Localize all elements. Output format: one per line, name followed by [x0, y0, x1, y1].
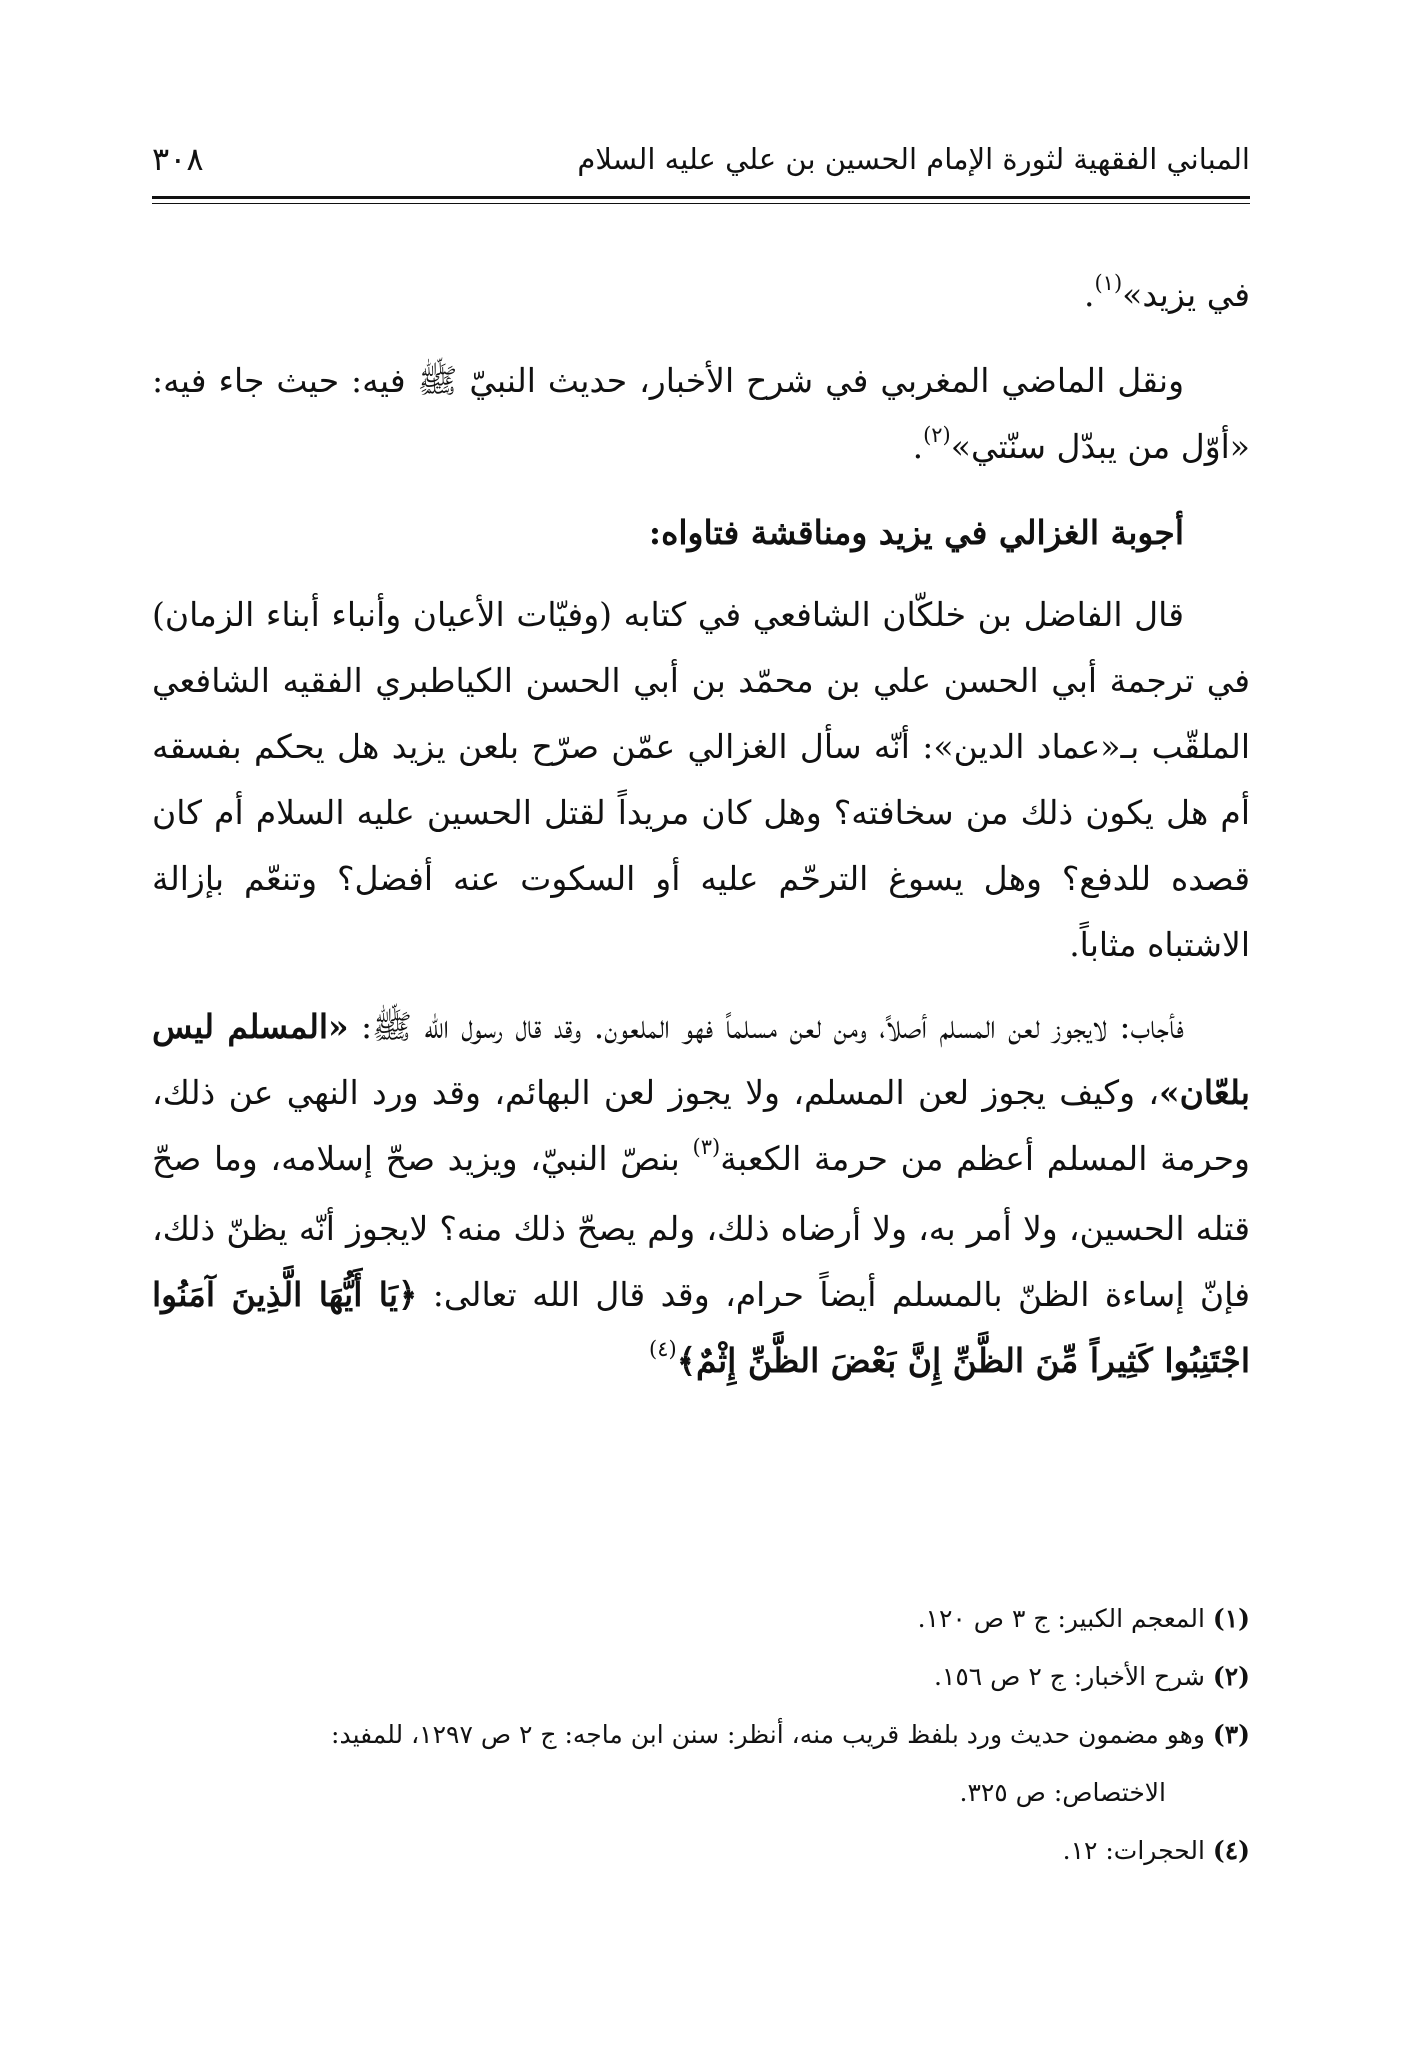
- footnotes: [152, 1590, 1250, 1880]
- footnote-3: [152, 1706, 1250, 1764]
- footnote-3-continuation: الاختصاص: ص ٣٢٥.: [959, 1778, 1166, 1807]
- footnote-4: [152, 1822, 1250, 1880]
- paragraph-2-text: ونقل الماضي المغربي في شرح الأخبار، حديث النبيّ ﷺ فيه: حيث جاء فيه: «أوّل من يبدّل سنّتي»: [152, 361, 1250, 466]
- footnote-2-text: شرح الأخبار: ج ٢ ص ١٥٦.: [933, 1662, 1205, 1691]
- paragraph-3: قال الفاضل بن خلكّان الشافعي في كتابه (وفيّات الأعيان وأنباء أبناء الزمان) في ترجمة أبي الحسن علي بن محمّد بن أبي الحسن الكياطبري الفقيه الشافعي الملقّب بـ«عماد الدين»: أنّه سأل الغزالي عمّن صرّح بلعن يزيد هل يحكم بفسقه أم هل يكون ذلك من سخافته؟ وهل كان مريداً لقتل الحسين عليه السلام أم كان قصده للدفع؟ وهل يسوغ الترحّم عليه أو السكوت عنه أفضل؟ وتنعّم بإزالة الاشتباه مثاباً.: [152, 595, 1250, 964]
- footnote-ref-2: (٢): [923, 423, 951, 447]
- main-text: [152, 262, 1250, 1398]
- footnote-3-text: وهو مضمون حديث ورد بلفظ قريب منه، أنظر: سنن ابن ماجه: ج ٢ ص ١٢٩٧، للمفيد:: [331, 1720, 1205, 1749]
- paragraph-4-part-b: ، وكيف يجوز لعن المسلم، ولا يجوز لعن البهائم، وقد ورد النهي عن ذلك، وحرمة المسلم أعظم من حرمة الكعبة: [152, 1073, 1250, 1178]
- running-title: المباني الفقهية لثورة الإمام الحسين بن علي عليه السلام: [577, 142, 1250, 176]
- header-rule-thin: [152, 203, 1250, 204]
- footnote-ref-4: (٤): [649, 1337, 677, 1361]
- hadith-quote: «المسلم ليس بلعّان»: [152, 1007, 1250, 1112]
- footnote-3-number: (٣): [1212, 1720, 1250, 1749]
- quran-verse: ﴿يَا أَيُّهَا الَّذِينَ آمَنُوا اجْتَنِبُوا كَثِيراً مِّنَ الظَّنِّ إِنَّ بَعْضَ الظَّنِّ إِثْمٌ﴾: [152, 1275, 1250, 1380]
- paragraph-4-part-c: بنصّ النبيّ، ويزيد صحّ إسلامه، وما صحّ قتله الحسين، ولا أمر به، ولا أرضاه ذلك، ولم يصحّ ذلك منه؟ لايجوز أنّه يظنّ ذلك، فإنّ إساءة الظنّ بالمسلم أيضاً حرام، وقد قال الله تعالى:: [152, 1139, 1250, 1314]
- paragraph-1: في يزيد»$^{(١)}$.: [1083, 271, 1250, 314]
- footnote-1-number: (١): [1212, 1604, 1250, 1633]
- footnote-1-text: المعجم الكبير: ج ٣ ص ١٢٠.: [917, 1604, 1205, 1633]
- paragraph-4: [152, 994, 1250, 1398]
- footnote-ref-1: (١): [1094, 271, 1123, 295]
- footnote-1: [152, 1590, 1250, 1648]
- footnote-2-number: (٢): [1212, 1662, 1250, 1691]
- paragraph-4-part-a: فأجاب: لايجوز لعن المسلم أصلاً، ومن لعن مسلماً فهو الملعون. وقد قال رسول الله ﷺ:: [348, 1007, 1185, 1046]
- footnote-2: [152, 1648, 1250, 1706]
- section-heading: أجوبة الغزالي في يزيد ومناقشة فتاواه:: [648, 513, 1184, 552]
- header-rule-thick: [152, 196, 1250, 199]
- page-header: [152, 138, 1250, 198]
- paragraph-1-text: في يزيد»: [1122, 275, 1250, 314]
- page-number: ٣٠٨: [152, 140, 204, 178]
- paragraph-2: ونقل الماضي المغربي في شرح الأخبار، حديث النبيّ ﷺ فيه: حيث جاء فيه: «أوّل من يبدّل سنّتي»$^{(٢)}$.: [152, 361, 1250, 466]
- footnote-ref-3: (٣): [692, 1135, 721, 1159]
- footnote-4-text: الحجرات: ١٢.: [1062, 1836, 1205, 1865]
- footnote-4-number: (٤): [1212, 1836, 1250, 1865]
